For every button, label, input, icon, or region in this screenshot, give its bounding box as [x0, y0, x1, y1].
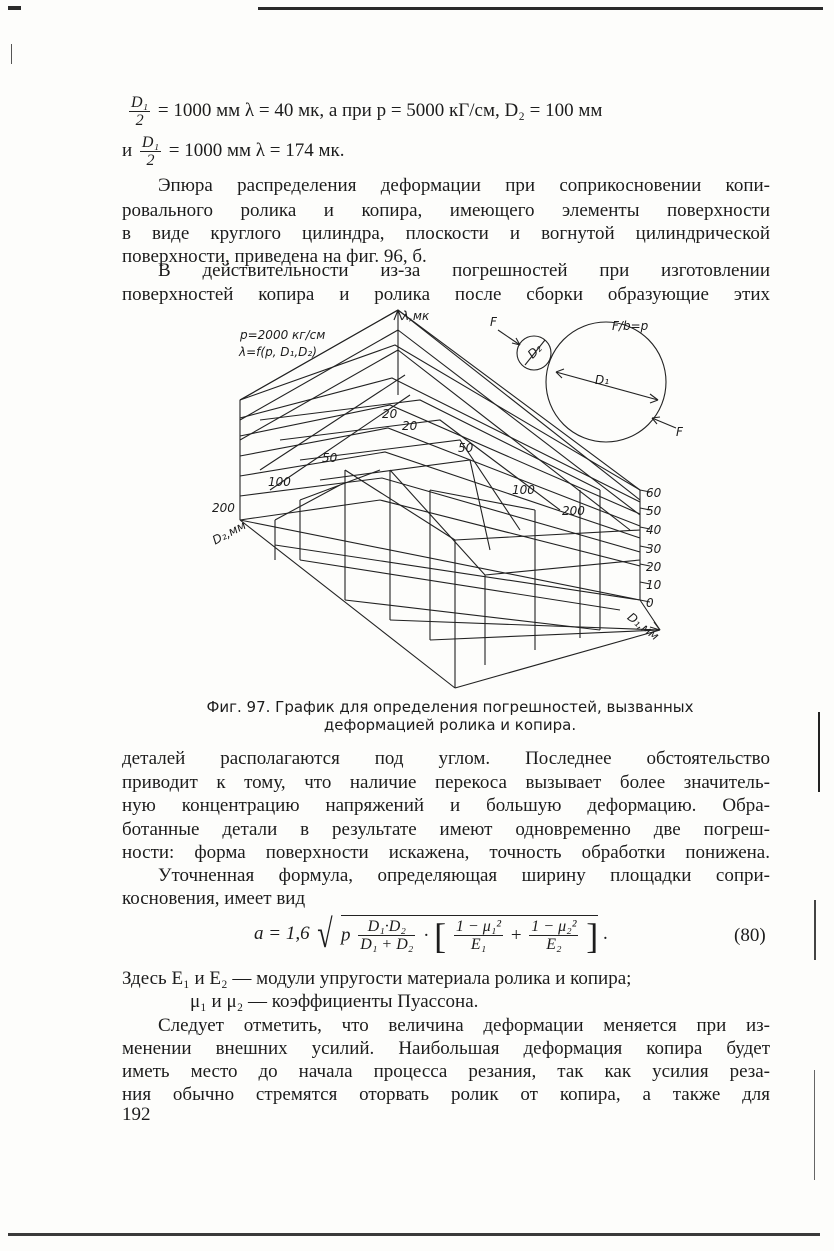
fraction-denominator: 2 [135, 112, 144, 129]
text-line: Уточненная формула, определяющая ширину площадки сопри- [158, 865, 770, 886]
force-label-bottom: F [676, 425, 683, 439]
d1-value-label: 200 [562, 504, 585, 518]
text-line: ную концентрацию напряжений и большую деформацию. Обра- [122, 795, 770, 816]
text-line: поверхностей копира и ролика после сборки образующие этих [122, 284, 770, 305]
lambda-tick-label: 30 [646, 542, 662, 556]
fraction [454, 918, 503, 953]
formula-lhs: a = 1,6 [254, 923, 310, 944]
d2-axis [240, 520, 455, 688]
equation-number: (80) [734, 925, 766, 946]
text-line: ности: форма поверхности искажена, точность обработки понижена. [122, 842, 770, 863]
text-line: косновения, имеет вид [122, 888, 306, 909]
d2-value-label: 20 [382, 407, 398, 421]
text-line: иметь место до начала процесса резания, так как усилия реза- [122, 1061, 770, 1082]
d2-axis-label: D₂,мм [209, 518, 249, 548]
fraction-denominator: 2 [146, 152, 155, 169]
fraction-denominator: D₁ + D₂ [360, 936, 414, 953]
formula-text: = 1000 мм λ = 174 мк. [168, 139, 345, 161]
text-line: в виде круглого цилиндра, плоскости и вогнутой цилиндрической [122, 223, 770, 244]
sqrt-sign: √ [317, 911, 333, 956]
text-line: деталей располагаются под углом. Последнее обстоятельство [122, 748, 770, 769]
force-label-top: F [490, 315, 497, 329]
formula-p: p=2000 кг/см [240, 328, 326, 342]
text-line: ровального ролика и копира, имеющего элементы поверхности [122, 200, 770, 221]
force-arrow-top [498, 330, 520, 345]
circle-d2-label: D₂ [524, 341, 545, 362]
text-line: ботанные детали в результате имеют одновременно две погреш- [122, 819, 770, 840]
caption-line: деформацией ролика и копира. [323, 716, 577, 734]
text-line: В действительности из-за погрешностей при изготовлении [158, 260, 770, 281]
page-number: 192 [122, 1104, 151, 1125]
formula-lambda: λ=f(p, D₁,D₂) [239, 345, 317, 359]
fraction-denominator: E₁ [470, 936, 487, 953]
fraction-numerator: D₁ [131, 94, 149, 111]
fraction-numerator: 1 − μ₁² [455, 918, 502, 935]
text-line: приводит к тому, что наличие перекоса вызывает более значитель- [122, 772, 770, 793]
lambda-tick-label: 50 [646, 504, 662, 518]
circle-d1-label: D₁ [595, 373, 610, 387]
fraction-numerator: D₁ [141, 134, 160, 151]
d2-value-label: 100 [268, 475, 291, 489]
formula-prefix: и [122, 139, 133, 161]
fraction-numerator: 1 − μ₂² [531, 918, 577, 935]
lambda-tick-label: 40 [646, 523, 662, 537]
d1-axis-label: D₁,мм [624, 609, 662, 644]
text-line: ния обычно стремятся оторвать ролик от копира, а также для [122, 1084, 770, 1105]
fraction-numerator: D₁·D₂ [358, 918, 415, 936]
text-line: менении внешних усилий. Наибольшая деформация копира будет [122, 1038, 770, 1059]
fraction-denominator: E₂ [546, 936, 562, 953]
d1-value-label: 50 [458, 441, 474, 455]
d1-value-label: 100 [512, 483, 535, 497]
d1-value-label: 20 [402, 419, 418, 433]
formula-p: p [341, 923, 351, 945]
text-line: поверхности, приведена на фиг. 96, б. [122, 246, 427, 267]
lambda-tick-label: 20 [646, 560, 662, 574]
formula-text: = 1000 мм λ = 40 мк, а при p = 5000 кГ/см, D₂ = 100 мм [157, 99, 603, 121]
d2-value-label: 200 [212, 501, 235, 515]
z-axis-label: λ,мк [402, 309, 430, 323]
caption-line: Фиг. 97. График для определения погрешностей, вызванных [206, 698, 694, 716]
lambda-tick-label: 0 [646, 596, 654, 610]
lambda-tick-label: 60 [646, 486, 662, 500]
lambda-tick-label: 10 [646, 578, 662, 592]
text-line: μ₁ и μ₂ — коэффициенты Пуассона. [190, 991, 479, 1012]
figure-caption [180, 698, 720, 734]
formula-80: a = 1,6 √ p $\frac{\text{D₁·D₂}}{\text{D₁ + D₂}}$ · [ $\frac{\text{1 − μ₁²}}{\text{E₁}}$ + $\frac{\text{1 − μ₂²}}{\text{E₂}}$ ] . [254, 911, 608, 956]
fraction [529, 918, 578, 953]
text-line: Здесь E₁ и E₂ — модули упругости материала ролика и копира; [122, 968, 632, 989]
d2-value-label: 50 [322, 451, 338, 465]
sqrt-body: p $\frac{\text{D₁·D₂}}{\text{D₁ + D₂}}$ · [ $\frac{\text{1 − μ₁²}}{\text{E₁}}$ + $\frac{\text{1 − μ₂²}}{\text{E₂}}$ ] [341, 915, 599, 956]
fraction [358, 918, 415, 953]
text-line: Эпюра распределения деформации при соприкосновении копи- [158, 175, 770, 196]
d1-axis [455, 630, 660, 688]
text-line: Следует отметить, что величина деформации меняется при из- [158, 1015, 770, 1036]
ratio-label: F/b=p [612, 319, 649, 333]
